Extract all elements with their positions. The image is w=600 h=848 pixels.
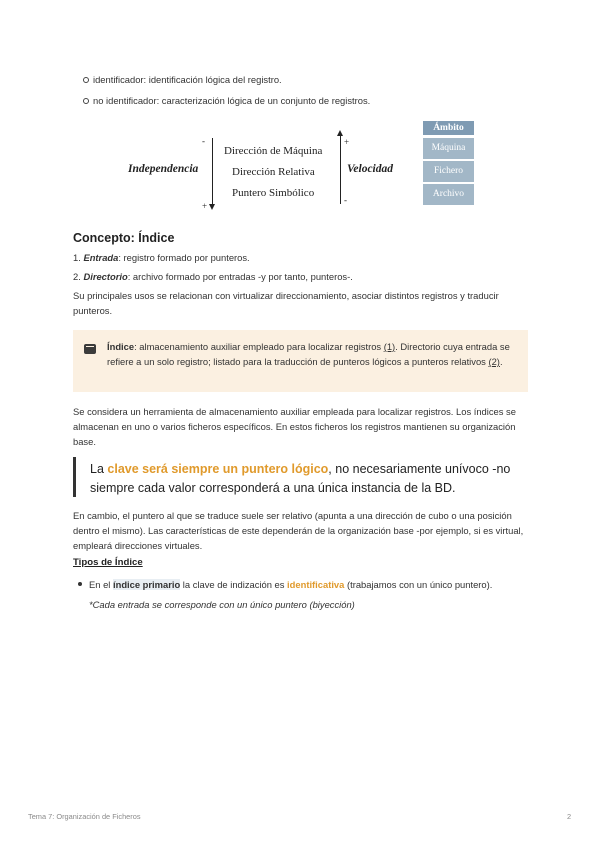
left-top-sign: - [202,136,205,146]
ambito-fichero: Fichero [423,161,474,182]
indice-primario-term: índice primario [112,579,181,590]
concept-heading: Concepto: Índice [73,231,175,245]
concept-line-entrada: 1. Entrada: registro formado por punteros. [73,252,250,263]
right-arrow-line [340,136,341,204]
addressing-diagram [120,118,480,218]
tipos-heading: Tipos de Índice [73,557,143,568]
right-bottom-sign: - [344,195,347,205]
concept-uses: Su principales usos se relacionan con virtualizar direccionamiento, asociar distintos registros y traducir punteros. [73,290,499,316]
level-maquina: Dirección de Máquina [224,145,323,157]
left-bottom-sign: + [202,201,208,211]
independencia-label: Independencia [128,163,199,175]
sublist-item-identificador: identificador: identificación lógica del registro. [93,74,553,85]
ambito-header: Ámbito [423,121,474,135]
velocidad-label: Velocidad [347,163,393,175]
definition-callout [73,330,528,392]
left-arrow-line [212,138,213,206]
key-quote: La clave será siempre un puntero lógico, no necesariamente unívoco -no siempre cada valor corresponderá a una única instancia de la BD. [73,457,526,497]
reference-link-1[interactable]: (1) [383,341,396,352]
sublist-item-no-identificador: no identificador: caracterización lógica de un conjunto de registros. [93,95,553,106]
down-arrow-icon [209,204,215,210]
circle-bullet-icon [83,77,89,83]
quote-highlight: clave será siempre un puntero lógico [107,462,329,476]
concept-line-directorio: 2. Directorio: archivo formado por entradas -y por tanto, punteros-. [73,271,353,282]
ambito-maquina: Máquina [423,138,474,159]
paragraph-puntero: En cambio, el puntero al que se traduce suele ser relativo (apunta a una dirección de cubo o una posición dentro el mismo). Las características de este dependerán de la organización base -por ejemplo, si es virtual, empleará direcciones virtuales. [73,510,524,551]
ambito-archivo: Archivo [423,184,474,205]
bullet-icon [78,582,82,586]
card-icon [84,344,96,354]
tipo-primario-item: En el índice primario la clave de indización es identificativa (trabajamos con un único puntero). [89,577,549,592]
ambito-column [423,121,474,207]
biyeccion-note: *Cada entrada se corresponde con un único puntero (biyección) [89,599,355,610]
right-top-sign: + [344,137,350,147]
paragraph-herramienta: Se considera un herramienta de almacenamiento auxiliar empleada para localizar registros. Los índices se almacenan en uno o varios ficheros específicos. En estos ficheros los registros mantienen su organización base. [73,406,516,447]
circle-bullet-icon [83,98,89,104]
callout-text: Índice: almacenamiento auxiliar empleado para localizar registros (1). Directorio cuya entrada se refiere a un solo registro; listado para la traducción de punteros lógicos a punteros relativos (2). [107,341,510,367]
footer-title: Tema 7: Organización de Ficheros [28,812,141,821]
up-arrow-icon [337,130,343,136]
reference-link-2[interactable]: (2) [488,356,500,367]
page-number: 2 [567,812,572,821]
identificativa-term: identificativa [287,579,345,590]
level-simbolico: Puntero Simbólico [232,187,315,199]
level-relativa: Dirección Relativa [232,166,315,178]
